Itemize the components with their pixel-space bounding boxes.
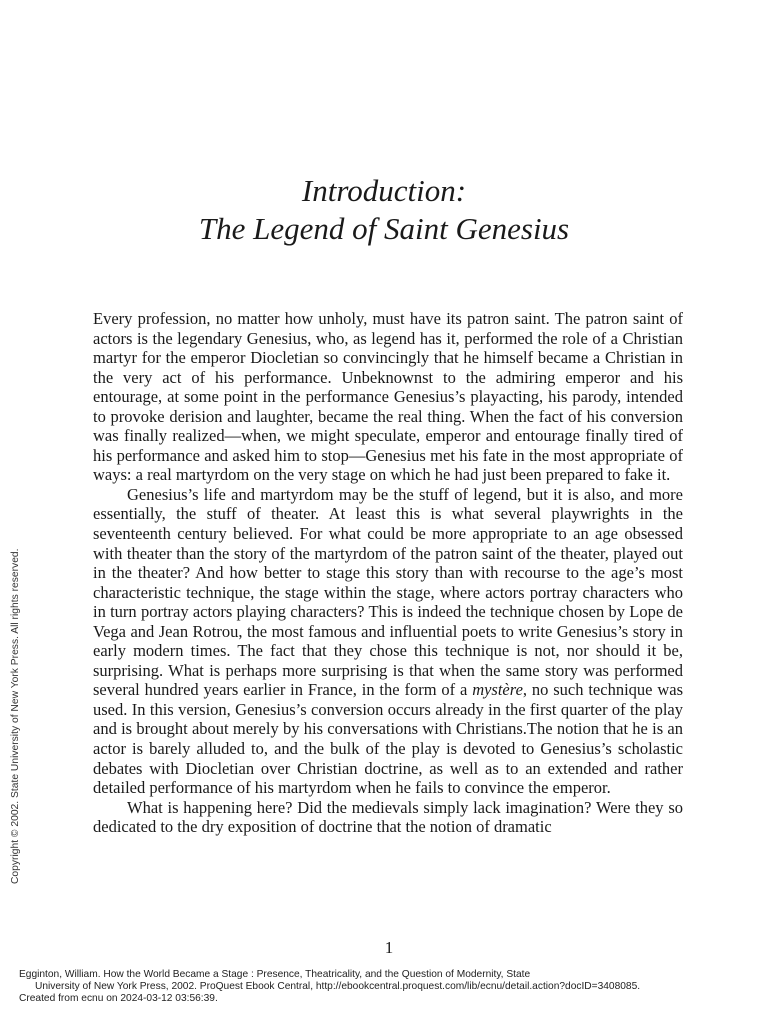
paragraph-2 bbox=[93, 485, 683, 798]
italic-term-mystere: mystère bbox=[472, 680, 523, 700]
citation-line-1: Egginton, William. How the World Became a Stage : Presence, Theatricality, and the Question of Modernity, State bbox=[19, 969, 531, 980]
paragraph-2-part-1: Genesius’s life and martyrdom may be the stuff of legend, but it is also, and more essentially, the stuff of theater. At least this is what several playwrights in the seventeenth century believed. For what could be more appropriate to an age obsessed with theater than the story of the martyrdom of the patron saint of the theater, played out in the theater? And how better to stage this story than with recourse to the age’s most characteristic technique, the stage within the stage, where actors portray characters who in turn portray actors playing characters? This is indeed the technique chosen by Lope de Vega and Jean Rotrou, the most famous and influential poets to write Genesius’s story in early modern times. The fact that they chose this technique is not, nor should it be, surprising. What is perhaps more surprising is that when the same story was performed several hundred years earlier in France, in the form of a bbox=[93, 484, 683, 700]
page-number: 1 bbox=[384, 938, 394, 957]
chapter-title-line-1: Introduction: bbox=[301, 173, 467, 208]
paragraph-2-part-2: , no such technique was used. In this version, Genesius’s conversion occurs already in the first quarter of the play and is brought about merely by his conversations with Christians.The notion that he is an actor is barely alluded to, and the bulk of the play is devoted to Genesius’s scholastic debates with Diocletian over Christian doctrine, as well as to an extended and rather detailed performance of his martyrdom when he fails to convince the emperor. bbox=[93, 680, 684, 798]
paragraph-1: Every profession, no matter how unholy, must have its patron saint. The patron saint of actors is the legendary Genesius, who, as legend has it, performed the role of a Christian martyr for the emperor Diocletian so convincingly that he himself became a Christian in the very act of his performance. Unbeknownst to the admiring emperor and his entourage, at some point in the performance Genesius’s playacting, his parody, intended to provoke derision and laughter, became the real thing. When the fact of his conversion was finally realized—when, we might speculate, emperor and entourage finally tired of his performance and asked him to stop—Genesius met his fate in the most appropriate of ways: a real martyrdom on the very stage on which he had just been prepared to fake it. bbox=[93, 309, 683, 485]
body-text bbox=[93, 309, 683, 837]
paragraph-3: What is happening here? Did the medievals simply lack imagination? Were they so dedicated to the dry exposition of doctrine that the notion of dramatic bbox=[93, 797, 683, 837]
citation-line-2: University of New York Press, 2002. ProQuest Ebook Central, http://ebookcentral.proquest.com/lib/ecnu/detail.action?docID=3408085. bbox=[35, 981, 641, 992]
chapter-title bbox=[0, 172, 768, 248]
chapter-title-line-2: The Legend of Saint Genesius bbox=[198, 211, 570, 246]
copyright-notice: Copyright © 2002. State University of New York Press. All rights reserved. bbox=[10, 548, 21, 884]
citation-footer bbox=[19, 969, 759, 1005]
citation-line-3: Created from ecnu on 2024-03-12 03:56:39. bbox=[19, 993, 218, 1004]
